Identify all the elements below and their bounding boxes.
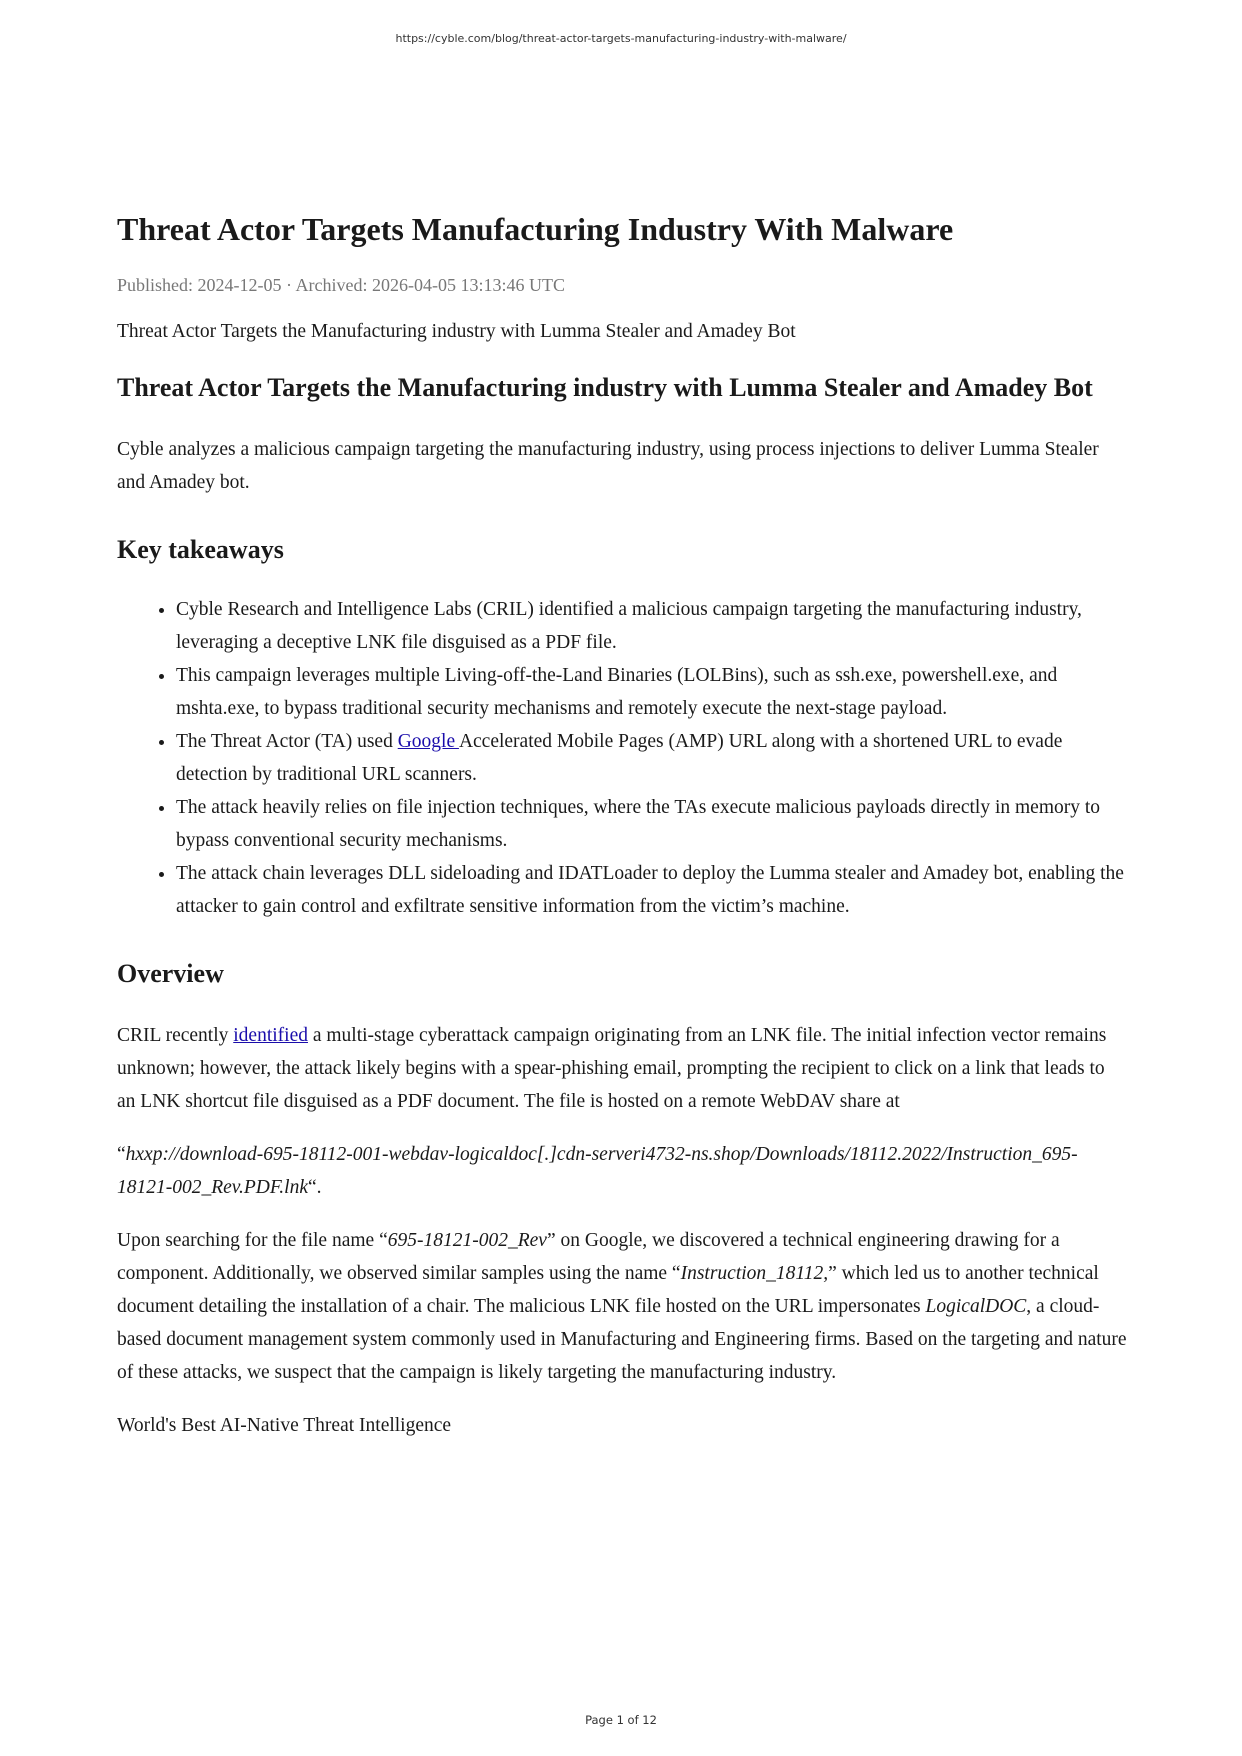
paragraph-text: a multi-stage cyberattack campaign originating from an LNK file. The initial infection vector remains unknown; however, the attack likely begins with a spear-phishing email, prompting the recipient to click on a link that leads to an LNK shortcut file disguised as a PDF document. The file is hosted on a remote WebDAV share at bbox=[117, 1025, 1107, 1112]
list-item: • The attack chain leverages DLL sideloading and IDATLoader to deploy the Lumma stealer and Amadey bot, enabling the attacker to gain control and exfiltrate sensitive information from the victim’s machine. bbox=[176, 857, 1127, 923]
list-item-text: Accelerated Mobile Pages (AMP) URL along with a shortened URL to evade detection by traditional URL scanners. bbox=[176, 731, 1063, 785]
page-title: Threat Actor Targets Manufacturing Industry With Malware bbox=[117, 211, 954, 247]
page-number: Page 1 of 12 bbox=[585, 1713, 657, 1727]
list-item: • This campaign leverages multiple Living-off-the-Land Binaries (LOLBins), such as ssh.exe, powershell.exe, and mshta.exe, to bypass traditional security mechanisms and remotely execute the next-stage payload. bbox=[176, 659, 1127, 725]
list-item: • Cyble Research and Intelligence Labs (CRIL) identified a malicious campaign targeting the manufacturing industry, leveraging a deceptive LNK file disguised as a PDF file. bbox=[176, 593, 1127, 659]
search-paragraph bbox=[117, 1224, 1127, 1389]
overview-paragraph bbox=[117, 1019, 1127, 1118]
overview-heading: Overview bbox=[117, 959, 224, 988]
file-name: 695-18121-002_Rev bbox=[387, 1230, 547, 1251]
malicious-url: hxxp://download-695-18112-001-webdav-logicaldoc[.]cdn-serveri4732-ns.shop/Downloads/18112.2022/Instruction_695-18121-002_Rev.PDF.lnk bbox=[117, 1144, 1078, 1198]
promo-text: World's Best AI-Native Threat Intelligence bbox=[117, 1415, 452, 1436]
sample-name: Instruction_18112, bbox=[680, 1263, 829, 1284]
malicious-url-paragraph bbox=[117, 1138, 1127, 1204]
source-url: https://cyble.com/blog/threat-actor-targets-manufacturing-industry-with-malware/ bbox=[395, 32, 847, 45]
paragraph-text: ” on Google, we discovered a technical engineering drawing for a component. Additionally, we observed similar samples using the name “ bbox=[117, 1230, 1060, 1284]
google-link[interactable]: Google bbox=[397, 731, 459, 752]
publish-meta: Published: 2024-12-05 · Archived: 2026-04-05 13:13:46 UTC bbox=[117, 275, 565, 295]
paragraph-text: Upon searching for the file name “ bbox=[117, 1230, 388, 1251]
key-takeaways-list bbox=[117, 593, 1127, 923]
list-item: • The attack heavily relies on file injection techniques, where the TAs execute malicious payloads directly in memory to bypass conventional security mechanisms. bbox=[176, 791, 1127, 857]
list-item-text: The Threat Actor (TA) used bbox=[176, 731, 398, 752]
key-takeaways-heading: Key takeaways bbox=[117, 535, 284, 564]
quote-close: “. bbox=[307, 1177, 322, 1198]
paragraph-text: , a cloud-based document management system commonly used in Manufacturing and Engineering firms. Based on the targeting and nature of these attacks, we suspect that the campaign is likely targeting the manufacturing industry. bbox=[117, 1296, 1127, 1383]
list-item bbox=[176, 725, 1127, 791]
product-name: LogicalDOC bbox=[925, 1296, 1027, 1317]
identified-link[interactable]: identified bbox=[233, 1025, 308, 1046]
paragraph-text: CRIL recently bbox=[117, 1025, 234, 1046]
article-body bbox=[117, 207, 1127, 1442]
article-subtitle: Threat Actor Targets the Manufacturing industry with Lumma Stealer and Amadey Bot bbox=[117, 373, 1093, 402]
quote-open: “ bbox=[117, 1144, 126, 1165]
article-lead: Cyble analyzes a malicious campaign targeting the manufacturing industry, using process injections to deliver Lumma Stealer and Amadey bot. bbox=[117, 439, 1099, 493]
paragraph-text: ” which led us to another technical document detailing the installation of a chair. The malicious LNK file hosted on the URL impersonates bbox=[117, 1263, 1099, 1317]
article-intro: Threat Actor Targets the Manufacturing industry with Lumma Stealer and Amadey Bot bbox=[117, 321, 796, 342]
